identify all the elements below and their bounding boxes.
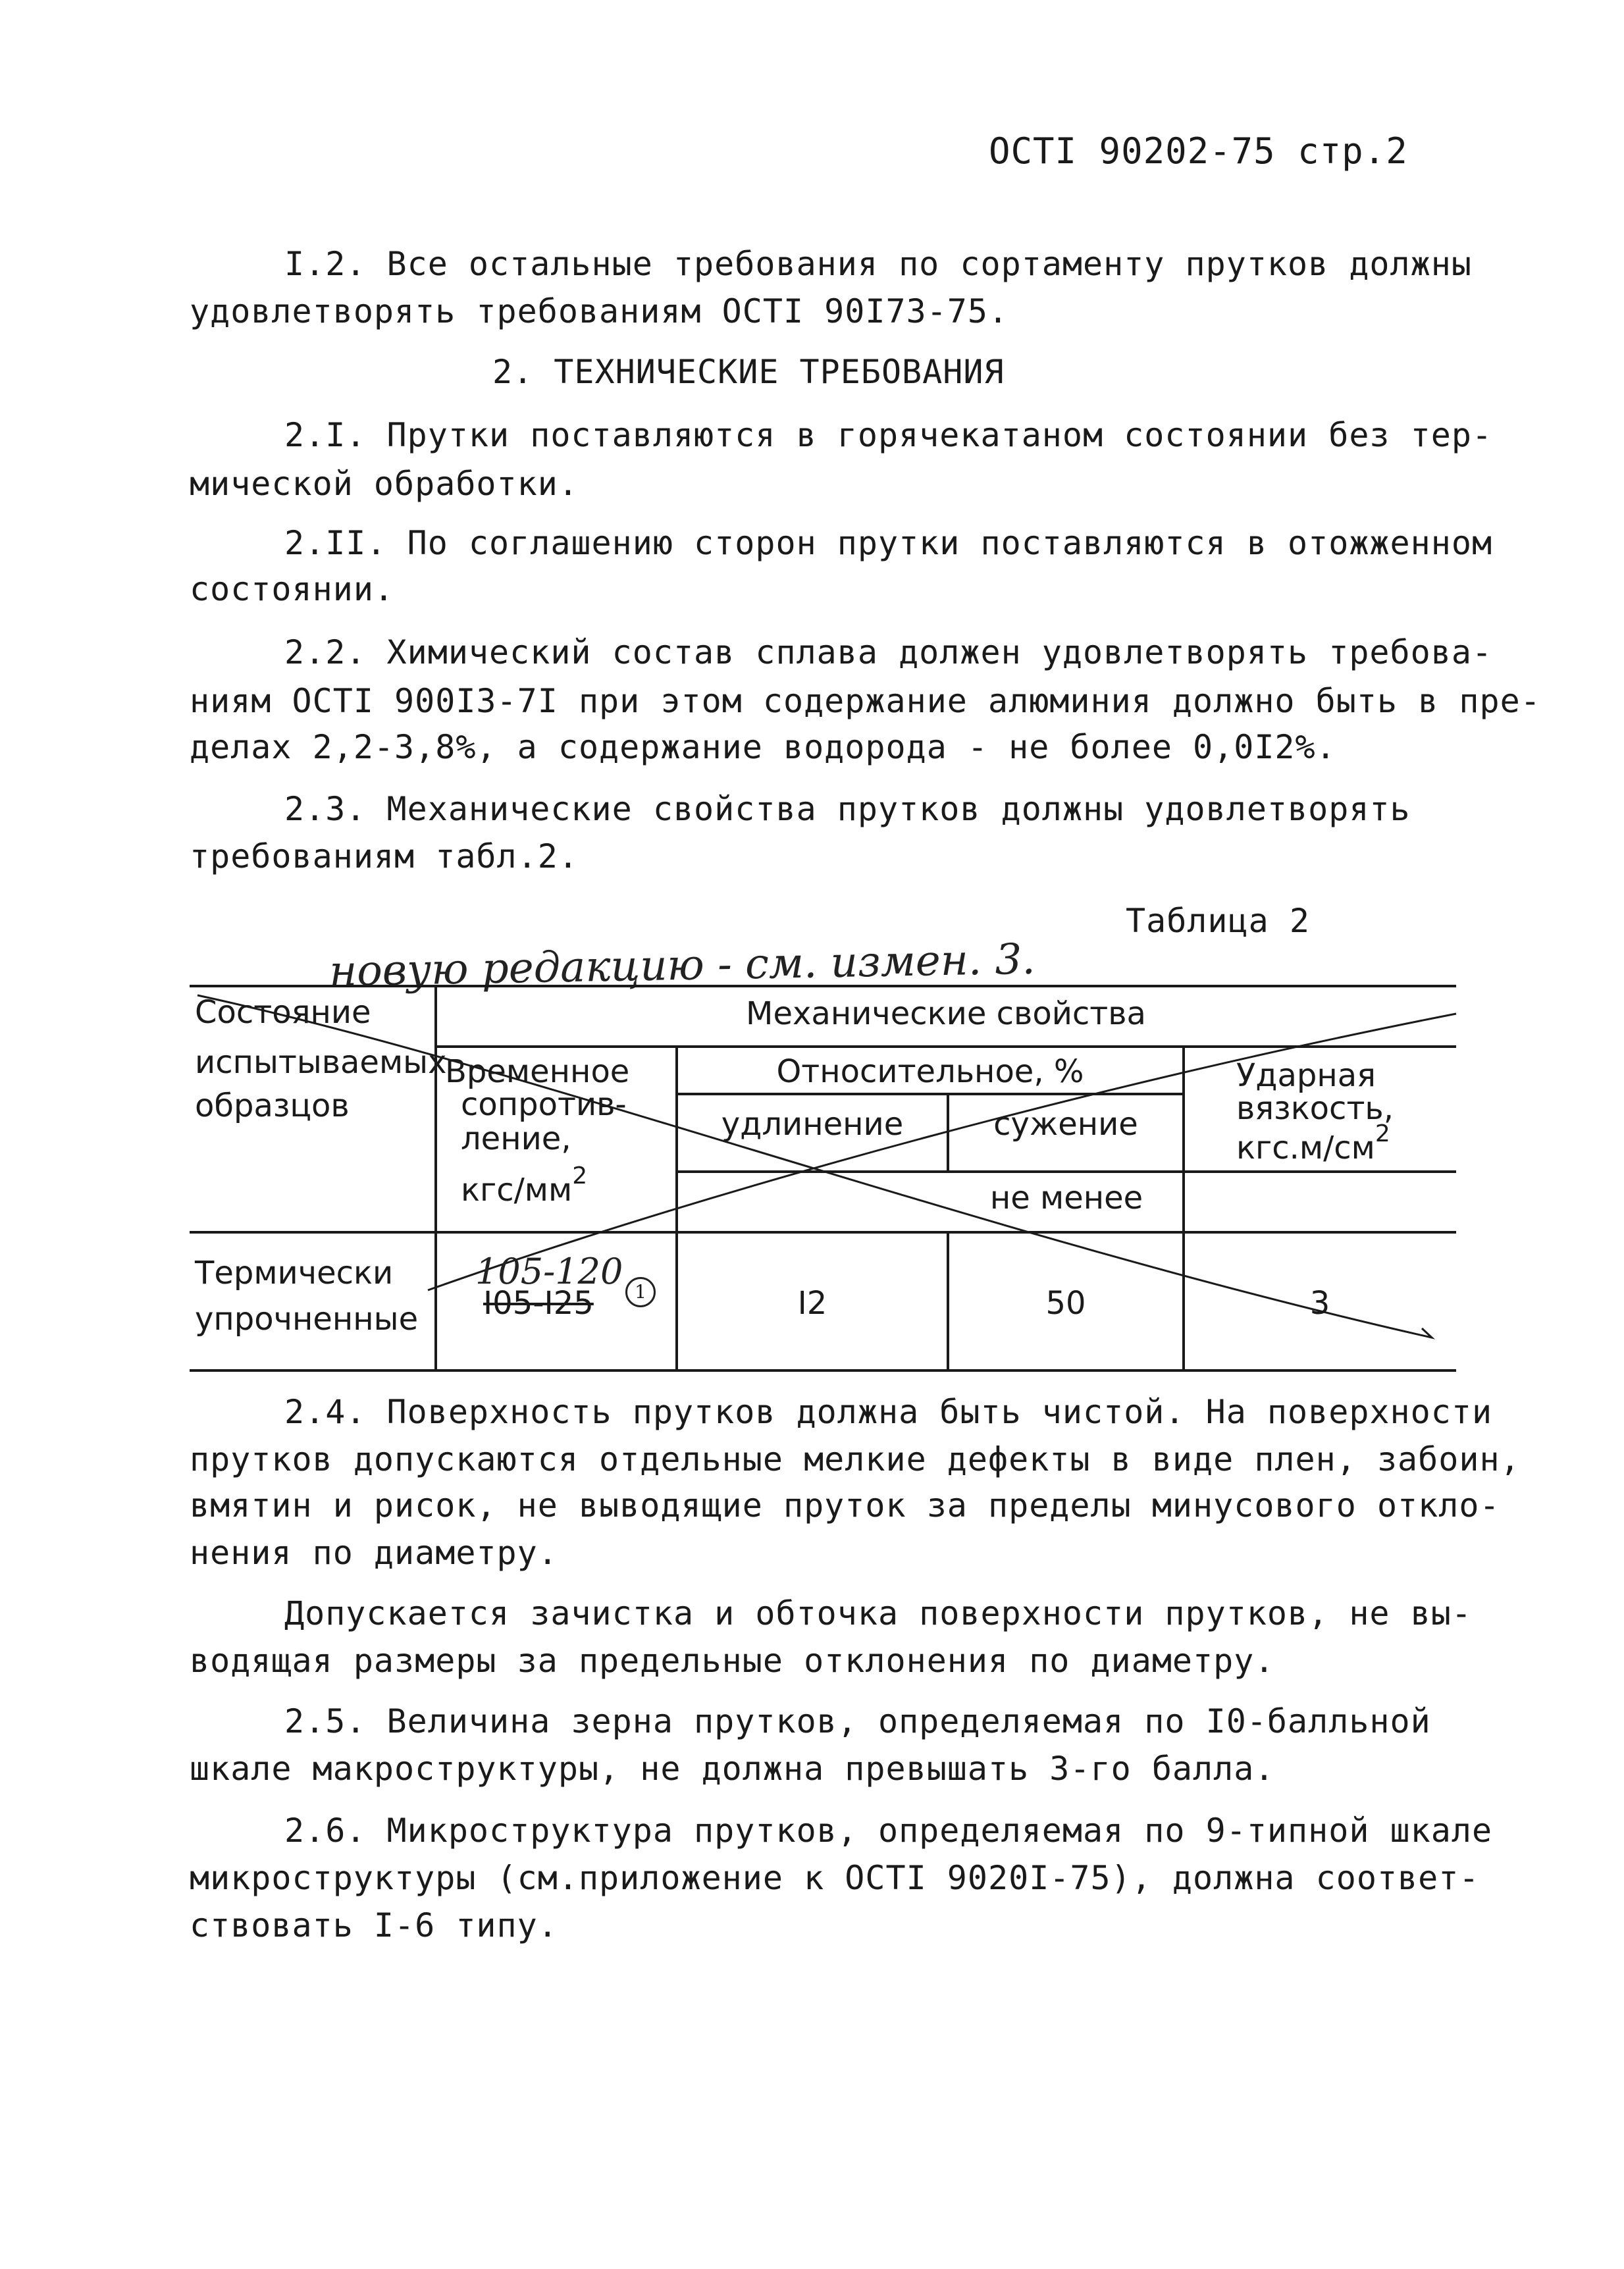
col-elongation: удлинение — [721, 1106, 904, 1143]
paragraph-2-6-line-3: ствовать I-6 типу. — [190, 1906, 558, 1944]
section-title: 2. ТЕХНИЧЕСКИЕ ТРЕБОВАНИЯ — [492, 353, 1005, 391]
paragraph-2-6-line-2: микроструктуры (см.приложение к ОСТI 9020I-75), должна соответ- — [190, 1859, 1480, 1897]
document-reference: ОСТI 90202-75 стр.2 — [989, 130, 1408, 172]
row-state-line-1: Термически — [195, 1255, 394, 1291]
group-header: Механические свойства — [746, 995, 1146, 1032]
col-state-line-1: Состояние — [195, 994, 371, 1031]
change-mark-circle — [625, 1277, 656, 1307]
paragraph-2-4b-line-2: водящая размеры за предельные отклонения по диаметру. — [190, 1642, 1275, 1680]
paragraph-1-2-line-1: I.2. Все остальные требования по сортаменту прутков должны — [284, 245, 1472, 283]
paragraph-2-1-line-1: 2.I. Прутки поставляются в горячекатаном состоянии без тер- — [284, 416, 1493, 454]
paragraph-2-2-line-1: 2.2. Химический состав сплава должен удовлетворять требова- — [284, 633, 1493, 671]
paragraph-2-5-line-2: шкале макроструктуры, не должна превышать 3-го балла. — [190, 1750, 1275, 1788]
col-impact-line-2: вязкость, — [1236, 1090, 1394, 1127]
impact-unit-superscript: 2 — [1375, 1120, 1390, 1147]
paragraph-2-2-line-2: ниям ОСТI 900I3-7I при этом содержание алюминия должно быть в пре- — [190, 682, 1541, 720]
paragraph-2-4-line-4: нения по диаметру. — [190, 1534, 558, 1572]
tensile-unit-superscript: 2 — [572, 1162, 588, 1189]
change-mark-number: 1 — [635, 1281, 646, 1303]
paragraph-2-4-line-2: прутков допускаются отдельные мелкие дефекты в виде плен, забоин, — [190, 1440, 1521, 1478]
handwritten-note: новую редакцию - см. измен. 3. — [328, 935, 1036, 997]
paragraph-2-4b-line-1: Допускается зачистка и обточка поверхности прутков, не вы- — [284, 1594, 1472, 1632]
row-impact-value: 3 — [1309, 1285, 1330, 1322]
row-tensile-new-value: 105-120 — [475, 1251, 623, 1292]
col-tensile-line-1: Временное — [445, 1053, 630, 1090]
paragraph-2-5-line-1: 2.5. Величина зерна прутков, определяемая по I0-балльной — [284, 1702, 1431, 1740]
col-tensile-line-3: ление, — [461, 1120, 571, 1157]
tensile-unit: кгс/мм — [461, 1172, 573, 1209]
table-caption: Таблица 2 — [1126, 902, 1310, 940]
paragraph-2-6-line-1: 2.6. Микроструктура прутков, определяемая по 9-типной шкале — [284, 1812, 1493, 1850]
not-less-label: не менее — [989, 1180, 1143, 1216]
paragraph-2-3-line-1: 2.3. Механические свойства прутков должны удовлетворять — [284, 790, 1411, 828]
paragraph-2-3-line-2: требованиям табл.2. — [190, 837, 579, 875]
col-tensile-line-4 — [461, 1162, 588, 1209]
paragraph-2-11-line-1: 2.II. По соглашению сторон прутки поставляются в отожженном — [284, 524, 1493, 562]
row-tensile-old-value: I05-I25 — [483, 1285, 594, 1322]
impact-unit: кгс.м/см — [1236, 1130, 1375, 1166]
col-tensile-line-2: сопротив- — [461, 1086, 627, 1123]
col-state-line-3: образцов — [195, 1087, 350, 1124]
col-state-line-2: испытываемых — [195, 1044, 447, 1081]
col-impact-line-1: Ударная — [1236, 1057, 1376, 1094]
paragraph-2-4-line-3: вмятин и рисок, не выводящие пруток за пределы минусового откло- — [190, 1486, 1500, 1525]
col-reduction: сужение — [993, 1106, 1138, 1143]
row-elongation-value: I2 — [797, 1285, 827, 1322]
paragraph-2-4-line-1: 2.4. Поверхность прутков должна быть чистой. На поверхности — [284, 1393, 1493, 1431]
row-reduction-value: 50 — [1045, 1285, 1086, 1322]
paragraph-2-1-line-2: мической обработки. — [190, 465, 579, 503]
col-impact-line-3 — [1236, 1120, 1390, 1166]
paragraph-1-2-line-2: удовлетворять требованиям ОСТI 90I73-75. — [190, 292, 1009, 330]
paragraph-2-2-line-3: делах 2,2-3,8%, а содержание водорода - не более 0,0I2%. — [190, 728, 1336, 766]
row-state-line-2: упрочненные — [195, 1301, 419, 1338]
paragraph-2-11-line-2: состоянии. — [190, 570, 395, 608]
relative-header: Относительное, % — [776, 1053, 1084, 1090]
